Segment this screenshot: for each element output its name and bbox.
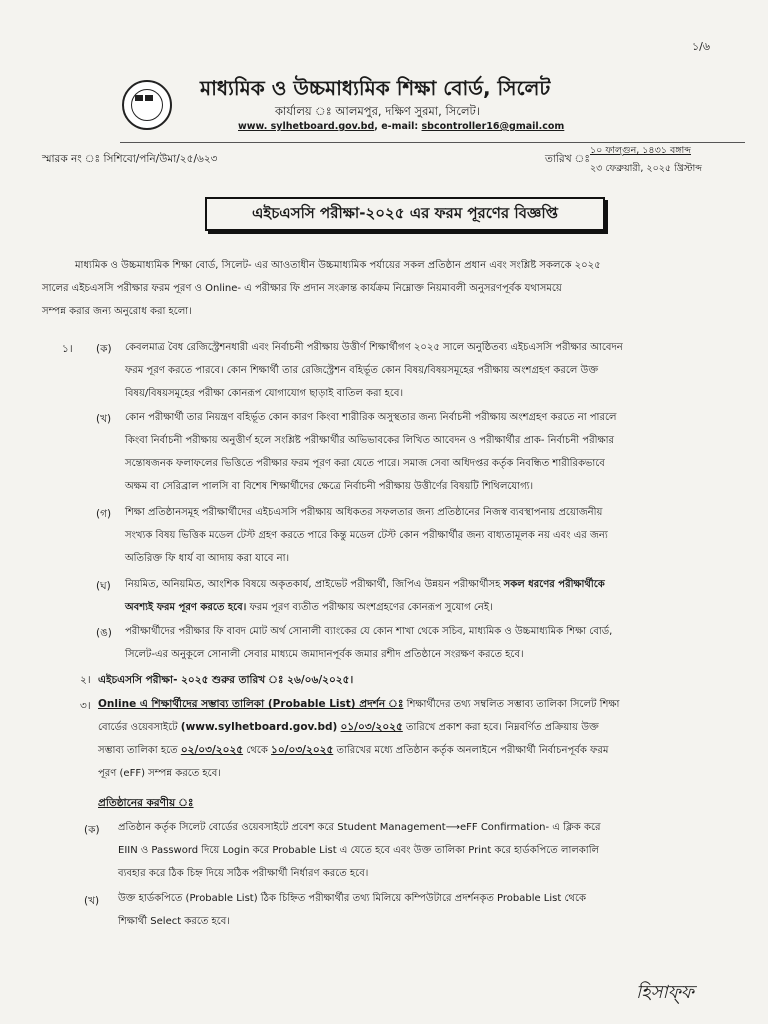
duties-kha-line-2: শিক্ষার্থী Select করতে হবে। bbox=[118, 916, 230, 927]
section-1-gha-line-1 bbox=[125, 573, 605, 596]
section-3-from-date: ০২/০৩/২০২৫ bbox=[180, 744, 244, 756]
section-1-kha-line-2: কিংবা নির্বাচনী পরীক্ষায় অনুত্তীর্ণ হলে সংশ্লিষ্ট পরীক্ষার্থীর অভিভাবকের লিখিত আবেদন ও পরীক্ষার্থীর প্রাক- নির্বাচনী পরীক্ষার bbox=[125, 435, 614, 446]
section-1-uma-line-1: পরীক্ষার্থীদের পরীক্ষার ফি বাবদ মোট অর্থ সোনালী ব্যাংকের যে কোন শাখা থেকে সচিব, মাধ্যমিক ও উচ্চমাধ্যমিক শিক্ষা বোর্ড, bbox=[125, 626, 613, 637]
section-3-line-3-mid: থেকে bbox=[246, 745, 268, 756]
duties-ka-line-2: EIIN ও Password দিয়ে Login করে Probable List এ যেতে হবে এবং উক্ত তালিকা Print করে হার্ডকপিতে লালকালি bbox=[118, 845, 600, 856]
section-3-to-date: ১০/০৩/২০২৫ bbox=[271, 744, 334, 756]
section-1-kha-label: (খ) bbox=[96, 413, 112, 425]
section-3-website: (www.sylhetboard.gov.bd) bbox=[180, 721, 338, 733]
section-3-line-3b: তারিখের মধ্যে প্রতিষ্ঠান কর্তৃক অনলাইনে পরীক্ষার্থী নির্বাচনপূর্বক ফরম bbox=[336, 745, 609, 756]
section-2-number: ২। bbox=[80, 674, 91, 686]
board-name: মাধ্যমিক ও উচ্চমাধ্যমিক শিক্ষা বোর্ড, সিলেট bbox=[200, 76, 551, 100]
section-1-ga-line-1: শিক্ষা প্রতিষ্ঠানসমূহ পরীক্ষার্থীদের এইচএসসি পরীক্ষায় অধিকতর সফলতার জন্য প্রতিষ্ঠানের নিজস্ব ব্যবস্থাপনায় প্রয়োজনীয় bbox=[125, 507, 603, 518]
duties-kha-label: (খ) bbox=[84, 895, 100, 907]
gha-bold-2: অবশ্যই ফরম পূরণ করতে হবে। bbox=[125, 602, 247, 613]
section-1-ga-line-2: সংখ্যক বিষয় ভিত্তিক মডেল টেস্ট গ্রহণ করতে পারে কিন্তু মডেল টেস্ট কোন পরীক্ষার্থীর জন্য বাধ্যতামূলক নয় এবং এর জন্য bbox=[125, 530, 608, 541]
duties-ka-label: (ক) bbox=[84, 824, 100, 836]
section-1-kha-line-1: কোন পরীক্ষার্থী তার নিয়ন্ত্রণ বহির্ভূত কোন কারণ কিংবা শারীরিক অসুস্থতার জন্য নির্বাচনী পরীক্ষায় অংশগ্রহণ করতে না পারলে bbox=[125, 412, 617, 423]
header-rule bbox=[120, 142, 745, 143]
section-3-line-3a: সম্ভাব্য তালিকা হতে bbox=[98, 745, 178, 756]
date-bangla: ১০ ফাল্গুন, ১৪৩১ বঙ্গাব্দ bbox=[590, 145, 691, 156]
notice-title: এইচএসসি পরীক্ষা-২০২৫ এর ফরম পূরণের বিজ্ঞপ্তি bbox=[252, 203, 558, 222]
memo-reference: স্মারক নং ঃ সিশিবো/পনি/উমা/২৫/৬২৩ bbox=[42, 153, 218, 165]
date-english: ২৩ ফেব্রুয়ারী, ২০২৫ খ্রিস্টাব্দ bbox=[590, 163, 702, 174]
section-1-ga-line-3: অতিরিক্ত ফি ধার্য বা আদায় করা যাবে না। bbox=[125, 553, 290, 564]
section-3-line-1-text: শিক্ষার্থীদের তথ্য সম্বলিত সম্ভাব্য তালিকা সিলেট শিক্ষা bbox=[406, 699, 620, 710]
section-1-ga-label: (গ) bbox=[96, 508, 112, 520]
section-1-gha-line-2 bbox=[125, 596, 493, 619]
website-link[interactable]: www. sylhetboard.gov.bd bbox=[238, 121, 375, 132]
section-3-line-3 bbox=[98, 739, 608, 762]
section-3-line-1 bbox=[98, 693, 619, 716]
signature: হিসাফ্ফ bbox=[636, 982, 694, 1003]
section-1-ka-line-2: ফরম পূরণ করতে পারবে। কোন শিক্ষার্থী তার রেজিস্ট্রেশন বহির্ভূত কোন বিষয়/বিষয়সমূহের পরীক্ষায় অংশগ্রহণ করলে উক্ত bbox=[125, 365, 599, 376]
intro-line-2: সালের এইচএসসি পরীক্ষার ফরম পূরণ ও Online- এ পরীক্ষার ফি প্রদান সংক্রান্ত কার্যক্রম নিম্নোক্ত নিয়মাবলী অনুসরণপূর্বক যথাসময়ে bbox=[42, 283, 562, 294]
section-1-kha-line-4: অক্ষম বা সেরিব্রাল পালসি বা বিশেষ শিক্ষার্থীদের ক্ষেত্রে নির্বাচনী পরীক্ষায় উত্তীর্ণের বিষয়টি শিথিলযোগ্য। bbox=[125, 481, 534, 492]
section-1-uma-line-2: সিলেট-এর অনুকূলে সোনালী সেবার মাধ্যমে জমাদানপূর্বক জমার রশীদ প্রতিষ্ঠানে সংরক্ষণ করতে হবে। bbox=[125, 649, 524, 660]
section-1-ka-line-3: বিষয়/বিষয়সমূহের পরীক্ষা কোনরূপ যোগাযোগ ছাড়াই বাতিল করা হবে। bbox=[125, 388, 404, 399]
intro-line-3: সম্পন্ন করার জন্য অনুরোধ করা হলো। bbox=[42, 306, 192, 317]
section-3-heading: Online এ শিক্ষার্থীদের সম্ভাব্য তালিকা (Probable List) প্রদর্শন ঃ bbox=[98, 698, 404, 710]
gha-text-2: ফরম পূরণ ব্যতীত পরীক্ষায় অংশগ্রহণের কোনরূপ সুযোগ নেই। bbox=[249, 602, 493, 613]
notice-title-box bbox=[205, 197, 605, 231]
section-1-ka-label: (ক) bbox=[96, 343, 112, 355]
duties-heading: প্রতিষ্ঠানের করণীয় ঃ bbox=[98, 797, 194, 809]
header-contact bbox=[238, 121, 564, 133]
gha-text-1: নিয়মিত, অনিয়মিত, আংশিক বিষয়ে অকৃতকার্য, প্রাইভেট পরীক্ষার্থী, জিপিএ উন্নয়ন পরীক্ষার্থীসহ bbox=[125, 579, 501, 590]
section-1-kha-line-3: সন্তোষজনক ফলাফলের ভিত্তিতে পরীক্ষার ফরম পূরণ করা যেতে পারে। সমাজ সেবা অধিদপ্তর কর্তৃক নিবন্ধিত শারীরিকভাবে bbox=[125, 458, 605, 469]
board-seal-logo bbox=[122, 80, 172, 130]
email-prefix: , e-mail: bbox=[374, 121, 419, 132]
intro-line-1: মাধ্যমিক ও উচ্চমাধ্যমিক শিক্ষা বোর্ড, সিলেট- এর আওতাধীন উচ্চমাধ্যমিক পর্যায়ের সকল প্রতিষ্ঠান প্রধান এবং সংশ্লিষ্ট সকলকে ২০২৫ bbox=[75, 260, 601, 271]
gha-bold-1: সকল ধরণের পরীক্ষার্থীকে bbox=[503, 579, 605, 590]
email-link[interactable]: sbcontroller16@gmail.com bbox=[421, 121, 565, 132]
section-3-line-2a: বোর্ডের ওয়েবসাইটে bbox=[98, 722, 178, 733]
section-1-uma-label: (ঙ) bbox=[96, 627, 112, 639]
office-address: কার্যালয় ঃ আলমপুর, দক্ষিণ সুরমা, সিলেট। bbox=[275, 104, 480, 118]
section-1-ka-line-1: কেবলমাত্র বৈধ রেজিস্ট্রেশনধারী এবং নির্বাচনী পরীক্ষায় উত্তীর্ণ শিক্ষার্থীগণ ২০২৫ সালে অনুষ্ঠিতব্য এইচএসসি পরীক্ষার আবেদন bbox=[125, 342, 623, 353]
section-2-text: এইচএসসি পরীক্ষা- ২০২৫ শুরুর তারিখ ঃ ২৬/০৬/২০২৫। bbox=[98, 674, 354, 686]
duties-ka-line-1: প্রতিষ্ঠান কর্তৃক সিলেট বোর্ডের ওয়েবসাইটে প্রবেশ করে Student Management⟶eFF Confirmation- এ ক্লিক করে bbox=[118, 822, 601, 833]
duties-kha-line-1: উক্ত হার্ডকপিতে (Probable List) ঠিক চিহ্নিত পরীক্ষার্থীর তথ্য মিলিয়ে কম্পিউটারে প্রদর্শনকৃত Probable List থেকে bbox=[118, 893, 587, 904]
section-3-number: ৩। bbox=[80, 700, 91, 712]
page-number: ১/৬ bbox=[692, 40, 710, 53]
duties-ka-line-3: ব্যবহার করে ঠিক চিহ্ন দিয়ে সঠিক পরীক্ষার্থী নির্ধারণ করতে হবে। bbox=[118, 868, 369, 879]
section-3-line-2b: তারিখে প্রকাশ করা হবে। নিম্নবর্ণিত প্রক্রিয়ায় উক্ত bbox=[405, 722, 599, 733]
section-1-gha-label: (ঘ) bbox=[96, 580, 111, 592]
section-3-line-4: পূরণ (eFF) সম্পন্ন করতে হবে। bbox=[98, 768, 221, 779]
date-label: তারিখ ঃ bbox=[545, 153, 590, 165]
section-1-number: ১। bbox=[62, 343, 73, 355]
section-3-publish-date: ০১/০৩/২০২৫ bbox=[340, 721, 403, 733]
section-3-line-2 bbox=[98, 716, 599, 739]
